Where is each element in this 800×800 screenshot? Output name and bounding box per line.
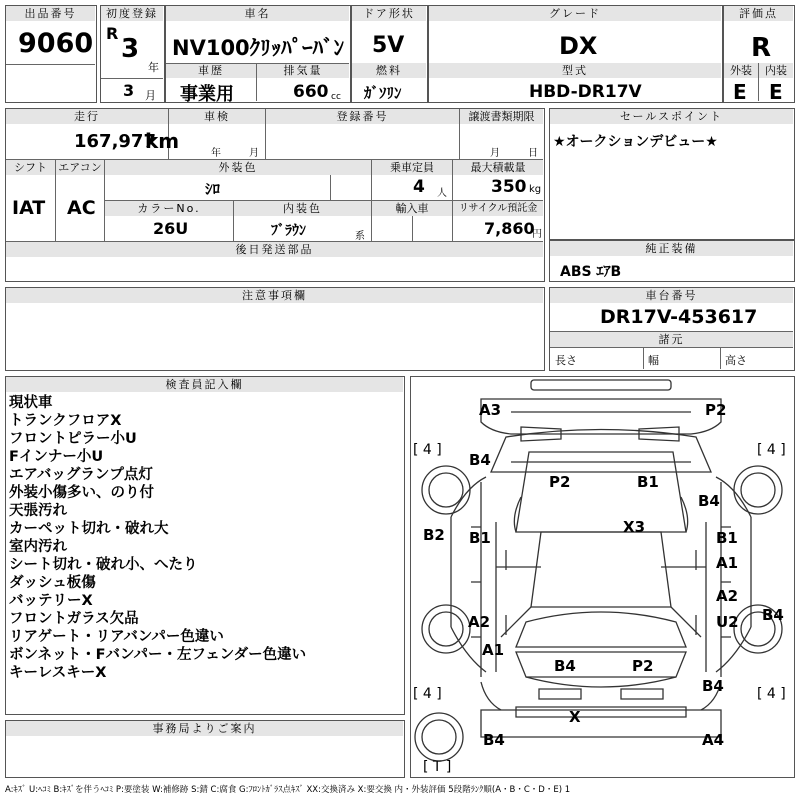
- recycle-value: 7,860: [484, 219, 535, 238]
- spec-width: 幅: [648, 354, 659, 367]
- mark-x3: X3: [623, 518, 646, 536]
- note-line: シート切れ・破れ小、へたり: [9, 557, 198, 573]
- mark-a1-left: A1: [482, 641, 505, 659]
- load-value: 350: [491, 177, 527, 197]
- inspection-label: 車検: [169, 109, 265, 124]
- note-line: バッテリーX: [9, 593, 93, 609]
- spec-length: 長さ: [555, 354, 577, 367]
- note-line: エアバッグランプ点灯: [9, 467, 153, 483]
- note-line: トランクフロアX: [9, 413, 122, 429]
- note-line: リアゲート・リアバンパー色違い: [9, 629, 224, 645]
- mark-a2-left: A2: [468, 613, 491, 631]
- tire-depth-rear-right: [ 4 ]: [757, 686, 786, 702]
- sales-point-label: セールスポイント: [550, 109, 793, 124]
- chassis-number: DR17V-453617: [600, 306, 758, 328]
- note-line: カーペット切れ・破れ大: [9, 521, 169, 537]
- damage-diagram-box: [410, 376, 795, 778]
- grade-label: グレード: [429, 6, 721, 21]
- note-line: 室内汚れ: [9, 539, 67, 555]
- interior-color-suffix: 系: [355, 231, 365, 242]
- car-name-box: [165, 5, 351, 103]
- mark-b1-left: B1: [469, 529, 491, 547]
- history-label: 車歴: [166, 63, 256, 78]
- spec-label: 諸元: [550, 332, 793, 347]
- note-line: Fインナー小U: [9, 449, 104, 465]
- displacement-label: 排気量: [257, 63, 349, 78]
- color-no-value: 26U: [153, 219, 189, 238]
- int-value: E: [769, 80, 783, 104]
- sales-point-box: [549, 108, 795, 240]
- load-label: 最大積載量: [453, 160, 543, 175]
- mark-b4-right: B4: [698, 492, 720, 510]
- transfer-month: 月: [490, 148, 500, 159]
- color-label: 外装色: [105, 160, 371, 175]
- month-unit: 月: [145, 89, 156, 102]
- grade-box: [428, 5, 723, 103]
- mark-a3: A3: [479, 401, 502, 419]
- mark-b4-bottom-left: B4: [483, 731, 505, 749]
- spare-tire: [ T ]: [423, 759, 452, 775]
- inspector-notes-box: [5, 376, 405, 715]
- ext-value: E: [733, 80, 747, 104]
- mark-b4-tl: B4: [469, 451, 491, 469]
- score-value: R: [751, 33, 772, 63]
- capacity-label: 乗車定員: [372, 160, 452, 175]
- note-line: ボンネット・Fバンパー・左フェンダー色違い: [9, 647, 307, 663]
- transfer-day: 日: [528, 148, 538, 159]
- year-unit: 年: [148, 61, 159, 74]
- capacity-value: 4: [413, 177, 425, 197]
- lot-box: [5, 5, 97, 103]
- year-number: 3: [121, 34, 140, 64]
- spec-height: 高さ: [725, 354, 747, 367]
- mark-p2-roof: P2: [549, 473, 571, 491]
- mark-p2-top: P2: [705, 401, 727, 419]
- mileage-label: 走行: [6, 109, 168, 124]
- mark-b2: B2: [423, 526, 445, 544]
- interior-color-value: ﾌﾞﾗｳﾝ: [271, 223, 306, 239]
- car-diagram: [411, 377, 793, 776]
- note-line: 外装小傷多い、のり付: [9, 485, 154, 501]
- fuel-value: ｶﾞｿﾘﾝ: [364, 84, 402, 102]
- genuine-equipment-box: [549, 240, 795, 282]
- mark-u2: U2: [716, 613, 739, 631]
- model-value: HBD-DR17V: [529, 82, 642, 102]
- shift-label: シフト: [6, 160, 55, 175]
- ext-label: 外装: [724, 63, 758, 78]
- note-line: 天張汚れ: [9, 503, 67, 519]
- mark-b1-roof: B1: [637, 473, 659, 491]
- chassis-label: 車台番号: [550, 288, 793, 303]
- office-label: 事務局よりご案内: [6, 721, 403, 736]
- caution-label: 注意事項欄: [6, 288, 543, 303]
- load-unit: kg: [529, 184, 542, 195]
- mark-x-bottom: X: [569, 708, 581, 726]
- mark-b4-hood: B4: [554, 657, 576, 675]
- model-label: 型式: [429, 63, 721, 78]
- fuel-label: 燃料: [352, 63, 426, 78]
- note-line: キーレスキーX: [9, 665, 107, 681]
- era: R: [106, 24, 119, 43]
- tire-depth-front-right: [ 4 ]: [757, 442, 786, 458]
- score-box: [723, 5, 795, 103]
- mark-a1-right: A1: [716, 554, 739, 572]
- note-line: ダッシュ板傷: [9, 575, 96, 591]
- sales-point-text: ★オークションデビュー★: [553, 134, 718, 150]
- car-name: NV100ｸﾘｯﾊﾟｰﾊﾞﾝ: [172, 36, 345, 60]
- first-registration-box: [100, 5, 165, 103]
- chassis-box: [549, 287, 795, 371]
- displacement-value: 660: [293, 82, 329, 102]
- office-notice-box: [5, 720, 405, 778]
- month-number: 3: [123, 81, 135, 100]
- door-label: ドア形状: [352, 6, 426, 21]
- mark-b1-right: B1: [716, 529, 738, 547]
- tire-depth-front-left: [ 4 ]: [413, 442, 442, 458]
- genuine-label: 純正装備: [550, 241, 793, 256]
- int-label: 内装: [759, 63, 793, 78]
- shift-value: IAT: [12, 197, 46, 219]
- mark-p2-hood: P2: [632, 657, 654, 675]
- mileage-unit: km: [145, 129, 180, 153]
- ac-label: エアコン: [56, 160, 104, 175]
- reg-no-label: 登録番号: [266, 109, 459, 124]
- inspector-notes-list: [9, 394, 306, 682]
- displacement-unit: cc: [331, 92, 341, 102]
- transfer-label: 譲渡書類期限: [460, 109, 543, 124]
- door-box: [351, 5, 428, 103]
- door-value: 5V: [372, 33, 405, 58]
- insp-month: 月: [249, 148, 259, 159]
- note-line: フロントピラー小U: [9, 431, 137, 447]
- grade-value: DX: [559, 32, 598, 60]
- note-line: フロントガラス欠品: [9, 611, 139, 627]
- later-parts-label: 後日発送部品: [6, 242, 543, 257]
- mark-b4-rear-right: B4: [762, 606, 784, 624]
- note-line: 現状車: [9, 395, 53, 411]
- lot-label: 出品番号: [6, 6, 95, 21]
- ac-value: AC: [67, 197, 96, 219]
- score-label: 評価点: [724, 6, 793, 21]
- caution-box: [5, 287, 545, 371]
- recycle-unit: 円: [532, 229, 542, 240]
- first-reg-label: 初度登録: [101, 6, 163, 21]
- color-no-label: カラーNo.: [105, 201, 233, 216]
- car-name-label: 車名: [166, 6, 349, 21]
- insp-year: 年: [211, 148, 221, 159]
- import-label: 輸入車: [372, 201, 452, 216]
- interior-color-label: 内装色: [234, 201, 371, 216]
- mark-a2-right: A2: [716, 587, 739, 605]
- vehicle-details-box: [5, 108, 545, 282]
- color-value: ｼﾛ: [205, 180, 221, 198]
- tire-depth-rear-left: [ 4 ]: [413, 686, 442, 702]
- history-value: 事業用: [180, 84, 234, 105]
- genuine-text: ABS ｴｱB: [560, 264, 622, 280]
- inspector-label: 検査員記入欄: [6, 377, 403, 392]
- mileage-value: 167,977: [74, 131, 156, 152]
- lot-number: 9060: [18, 28, 94, 59]
- recycle-label: リサイクル預託金: [453, 201, 543, 216]
- capacity-unit: 人: [437, 188, 447, 199]
- legend-text: A:ｷｽﾞ U:ﾍｺﾐ B:ｷｽﾞを伴うﾍｺﾐ P:要塗装 W:補修跡 S:錆 C:腐食 G:ﾌﾛﾝﾄｶﾞﾗｽ点ｷｽﾞ XX:交換済み X:要交換 内・外装評価 5段階ﾗﾝｸ順(A・B・C・D・E) 1: [5, 785, 571, 795]
- mark-a4: A4: [702, 731, 725, 749]
- mark-b4-bottom-right: B4: [702, 677, 724, 695]
